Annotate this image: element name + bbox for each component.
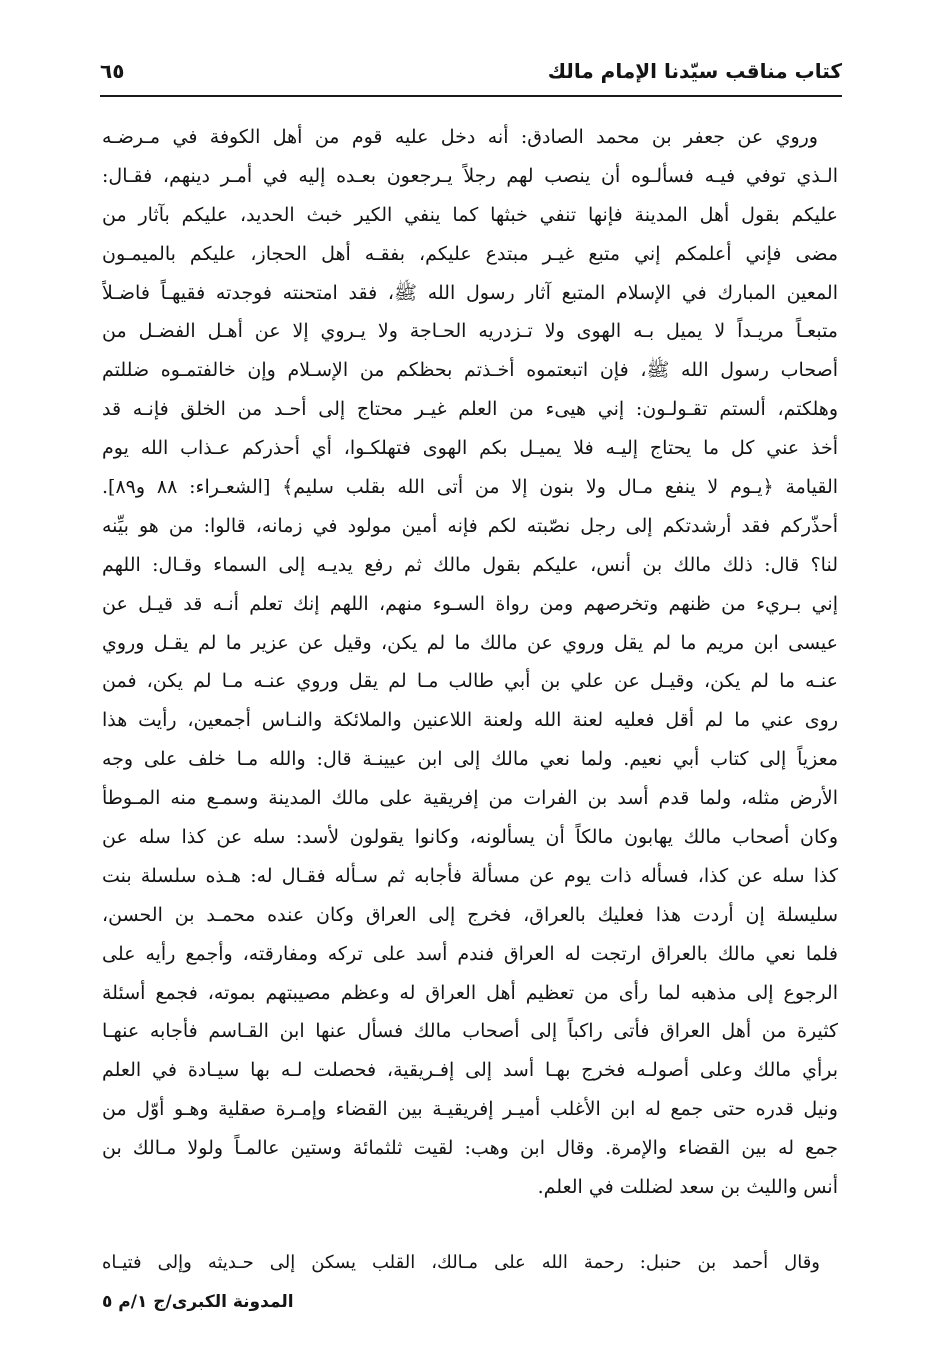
text-line: الرجوع إلى مذهبه لما رأى من تعظيم أهل العراق له وعظم مصيبتهم بموته، فجمع أسئلة [102,981,838,1004]
text-line: متبعـاً مريـداً لا يميل بـه الهوى ولا تـزدريه الحـاجة ولا يـروي إلا عن أهـل الفضـل من [102,320,838,343]
text-line: الأرض مثله، ولما قدم أسد بن الفرات من إفريقية على مالك المدينة وسمـع منه المـوطأ [102,787,838,810]
main-text [102,118,838,1207]
text-line: ونيل قدره حتى جمع له ابن الأغلب أميـر إفريقيـة بين القضاء وإمـرة صقلية وهـو أوّل من [102,1098,838,1121]
text-line: أخذ عني كل ما يحتاج إليـه فلا يميـل بكم الهوى فتهلكـوا، أي أحذركم عـذاب الله يوم [102,437,838,460]
text-line: فلما نعي مالك بالعراق ارتجت له العراق فندم أسد على تركه ومفارقته، وأجمع رأيه على [102,942,838,965]
text-line: عنـه ما لم يكن، وقيـل عن علي بن أبي طالب مـا لم يقل وروي عنـه مـا لم يكن، فمن [102,670,838,693]
text-line: جمع له بين القضاء والإمرة. وقال ابن وهب: لقيت ثلثمائة وستين عالمـاً ولولا مـالك بن [102,1137,838,1160]
footnote-separator [102,1236,838,1244]
header-rule [100,95,842,97]
text-line: المعين المبارك في الإسلام المتبع آثار رسول الله ﷺ، فقد امتحنته فوجدته فقيهـاً فاضـلاً [102,281,838,304]
text-line: روى عني ما لم أقل فعليه لعنة الله ولعنة اللاعنين والملائكة والنـاس أجمعين، رأيت هذا [102,709,838,732]
page-number: ٦٥ [100,59,125,83]
text-line: وهلكتم، ألستم تقـولـون: إني هيىء من العلم غيـر محتاج إلى أحـد من الخلق فإنـه قد [102,398,838,421]
text-line: أحذّركم فقد أرشدتكم إلى رجل نصّبته لكم فإنه أمين مولود في زمانه، قالوا: من هو بيِّنه [102,514,838,537]
text-line: كثيرة من أهل العراق فأتى راكباً إلى أصحاب مالك فسأل عنها ابن القـاسم فأجابه عنهـا [102,1020,838,1043]
text-line: أنس والليث بن سعد لضللت في العلم. [537,1176,838,1199]
text-line: الـذي توفي فيـه فسألـوه أن ينصب لهم رجلاً يـرجعون بعـده إليه في أمـر دينهم، فقـال: [102,164,838,187]
text-line: وكان أصحاب مالك يهابون مالكاً أن يسألونه، وكانوا يقولون لأسد: سله عن كذا سله عن [102,826,838,849]
running-header [100,55,842,93]
text-line: وروي عن جعفر بن محمد الصادق: أنه دخل عليه قوم من أهل الكوفة في مـرضـه [102,126,818,148]
text-line: برأي مالك وعلى أصولـه فخرج بهـا أسد إلى إفـريقية، فحصلت لـه بها سيـادة في العلم [102,1059,838,1082]
footnote-line: وقال أحمد بن حنبل: رحمة الله على مـالك، القلب يسكن إلى حـديثه وإلى فتيـاه [102,1252,820,1273]
text-line: لنا؟ قال: ذلك مالك بن أنس، عليكم بقول مالك ثم رفع يديـه إلى السماء وقـال: اللهم [102,553,838,576]
text-line: مضى فإني أعلمكم إني متبع غيـر مبتدع عليكم، بفقـه أهل الحجاز، عليكم بالميمـون [102,242,838,265]
footnote-reference: المدونة الكبرى/ج ١/م ٥ [102,1292,294,1312]
text-line: معزياً إلى كتاب أبي نعيم. ولما نعي مالك إلى ابن عيينـة قال: والله مـا خلف على وجه [102,748,838,771]
text-line: أصحاب رسول الله ﷺ، فإن اتبعتموه أخـذتم بحظكم من الإسـلام وإن خالفتمـوه ضللتم [102,359,838,382]
text-line: عيسى ابن مريم ما لم يقل وروي عن مالك ما لم يكن، وقيل عن عزير ما لم يقـل وروي [102,631,838,654]
text-line: إني بـريء من ظنهم وتخرصهم ومن رواة السـوء منهم، اللهم إنك تعلم أنـه قد قيـل عن [102,592,838,615]
text-line: سليسلة إن أردت هذا فعليك بالعراق، فخرج إلى العراق وكان عنده محمـد بن الحسن، [102,903,838,926]
footnote [102,1248,820,1278]
text-line: كذا سله عن كذا، فسأله ذات يوم عن مسألة فأجابه ثم سـأله فقـال له: هـذه سلسلة بنت [102,864,838,887]
text-line: القيامة ﴿يـوم لا ينفع مـال ولا بنون إلا من أتى الله بقلب سليم﴾ [الشعـراء: ٨٨ و٨٩]. [102,476,838,499]
book-title: كتاب مناقب سيّدنا الإمام مالك [547,59,842,83]
text-line: عليكم بقول أهل المدينة فإنها تنفي خبثها كما ينفي الكير خبث الحديد، عليكم بآثار من [102,203,838,226]
